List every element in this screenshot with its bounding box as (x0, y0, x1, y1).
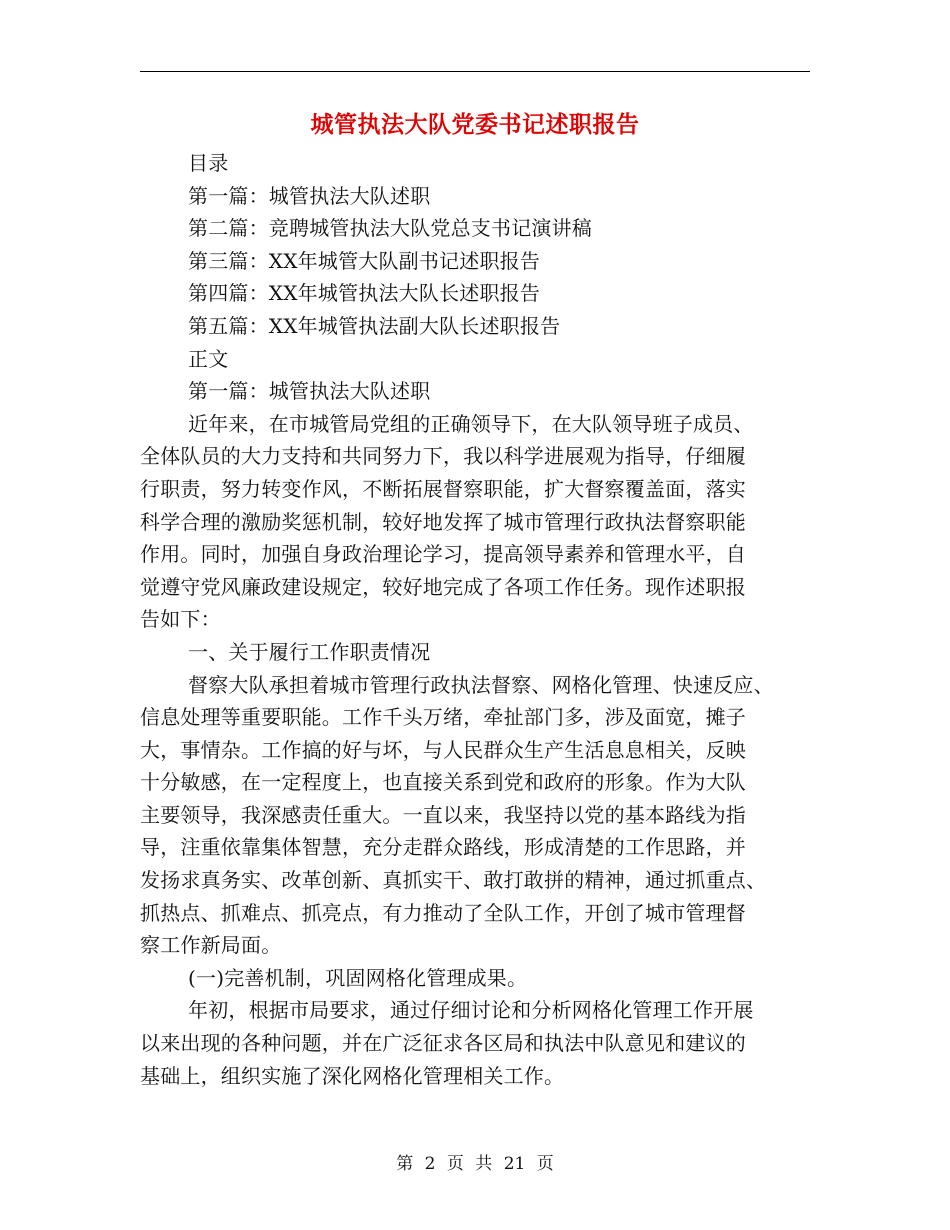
body-line: 督察大队承担着城市管理行政执法督察、网格化管理、快速反应、 (188, 672, 774, 697)
body-line: (一)完善机制，巩固网格化管理成果。 (188, 965, 528, 990)
header-rule (140, 71, 810, 72)
body-line: 第一篇：城管执法大队述职 (188, 379, 431, 404)
body-line: 正文 (188, 346, 229, 371)
body-line: 主要领导，我深感责任重大。一直以来，我坚持以党的基本路线为指 (140, 802, 746, 827)
body-line: 年初，根据市局要求，通过仔细讨论和分析网格化管理工作开展 (188, 998, 754, 1023)
body-line: 科学合理的激励奖惩机制，较好地发挥了城市管理行政执法督察职能 (140, 509, 746, 534)
body-line: 目录 (188, 151, 229, 175)
body-line: 全体队员的大力支持和共同努力下，我以科学进展观为指导，仔细履 (140, 444, 746, 469)
body-line: 近年来，在市城管局党组的正确领导下，在大队领导班子成员、 (188, 411, 754, 436)
document-body (140, 147, 810, 1092)
body-line: 行职责，努力转变作风，不断拓展督察职能，扩大督察覆盖面，落实 (140, 476, 746, 501)
body-line: 十分敏感，在一定程度上，也直接关系到党和政府的形象。作为大队 (140, 770, 746, 795)
body-line: 抓热点、抓难点、抓亮点，有力推动了全队工作，开创了城市管理督 (140, 900, 746, 925)
page-footer: 第 2 页 共 21 页 (396, 1154, 554, 1174)
body-line: 发扬求真务实、改革创新、真抓实干、敢打敢拼的精神，通过抓重点、 (140, 868, 767, 893)
body-line: 导，注重依靠集体智慧，充分走群众路线，形成清楚的工作思路，并 (140, 835, 746, 860)
body-line: 一、关于履行工作职责情况 (188, 639, 431, 664)
body-line: 作用。同时，加强自身政治理论学习，提高领导素养和管理水平，自 (140, 542, 746, 567)
body-line: 第三篇：XX年城管大队副书记述职报告 (188, 248, 541, 273)
body-line: 大，事情杂。工作搞的好与坏，与人民群众生产生活息息相关，反映 (140, 737, 746, 762)
body-line: 以来出现的各种问题，并在广泛征求各区局和执法中队意见和建议的 (140, 1031, 746, 1056)
body-line: 信息处理等重要职能。工作千头万绪，牵扯部门多，涉及面宽，摊子 (140, 705, 746, 730)
body-line: 察工作新局面。 (140, 933, 282, 958)
body-line: 第二篇：竞聘城管执法大队党总支书记演讲稿 (188, 216, 592, 241)
body-line: 第五篇：XX年城管执法副大队长述职报告 (188, 313, 561, 338)
body-line: 第一篇：城管执法大队述职 (188, 183, 431, 208)
body-line: 觉遵守党风廉政建设规定，较好地完成了各项工作任务。现作述职报 (140, 574, 746, 599)
body-line: 告如下： (140, 607, 221, 632)
document-title: 城管执法大队党委书记述职报告 (310, 111, 640, 138)
body-line: 基础上，组织实施了深化网格化管理相关工作。 (140, 1063, 565, 1088)
body-line: 第四篇：XX年城管执法大队长述职报告 (188, 281, 541, 306)
